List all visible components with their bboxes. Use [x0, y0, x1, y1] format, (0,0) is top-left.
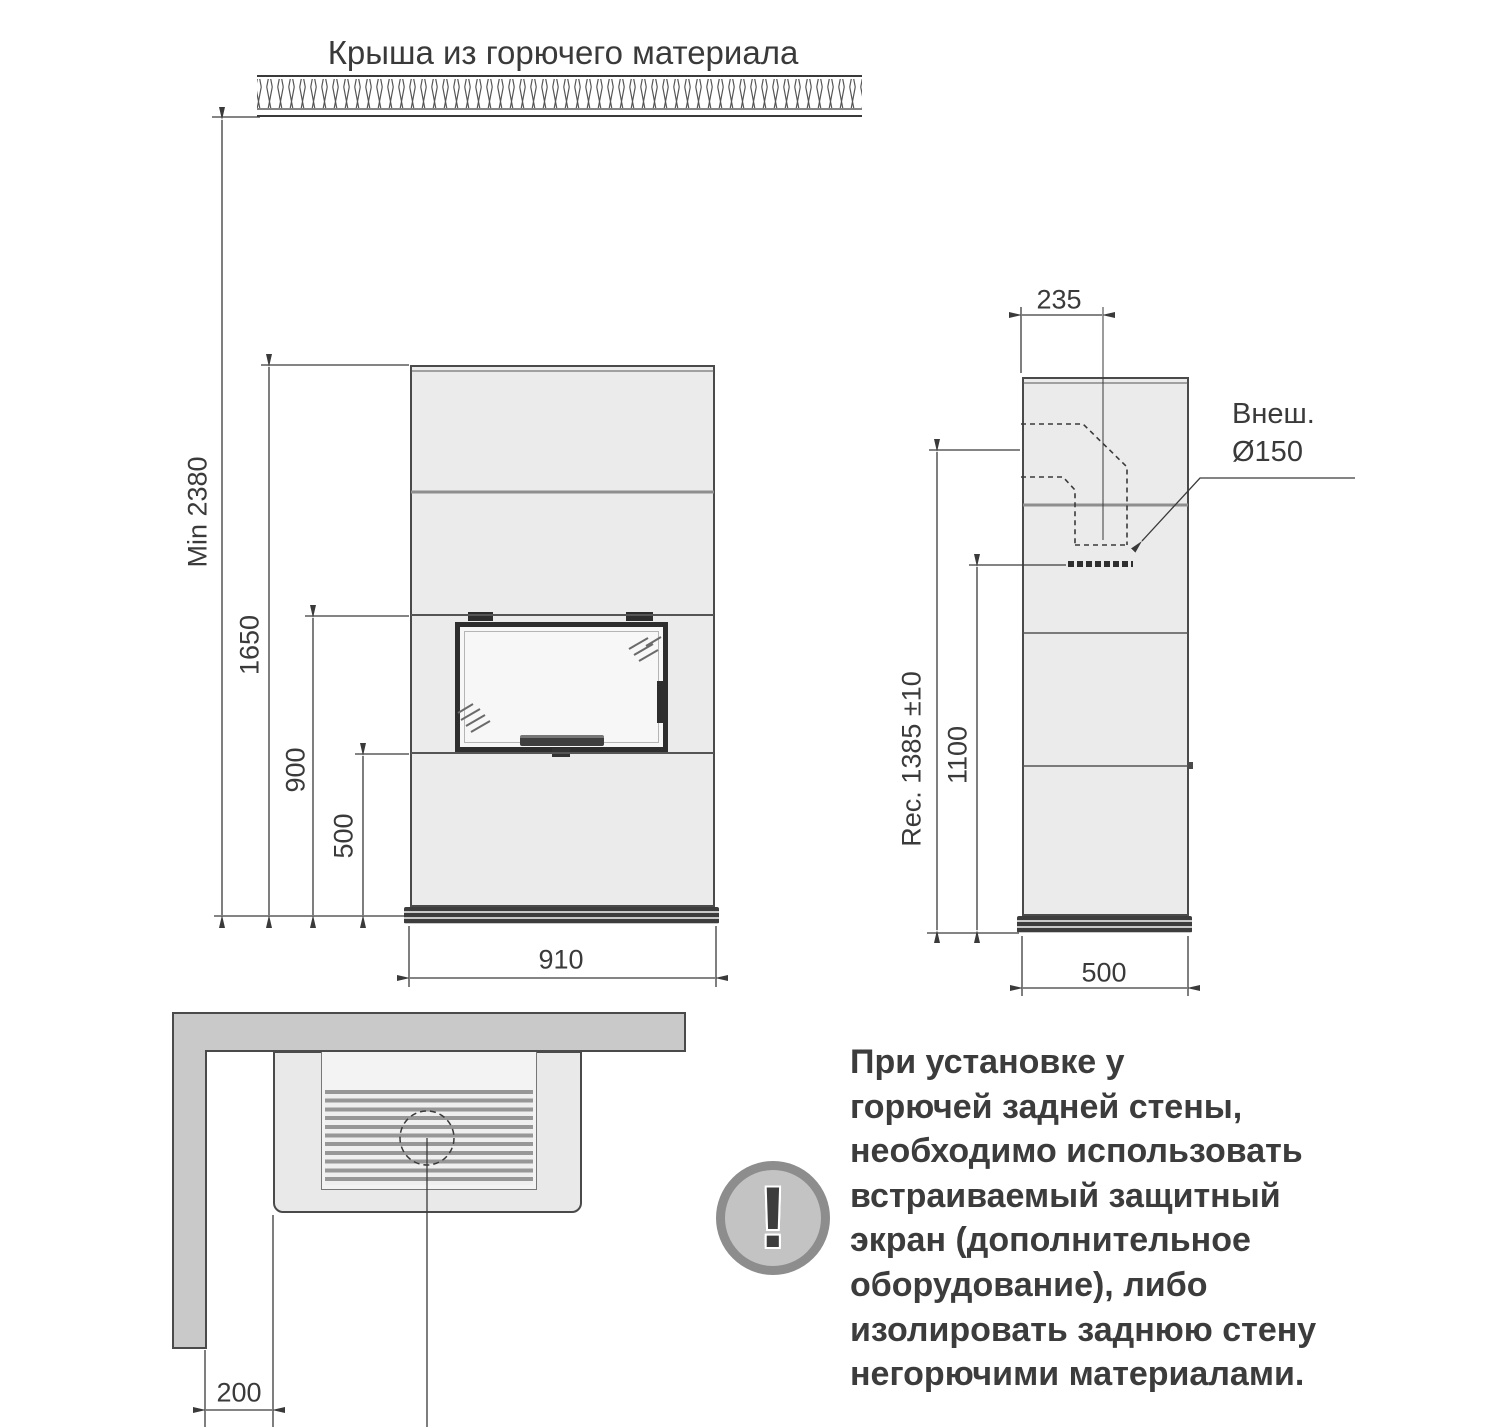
warning-line: негорючими материалами. — [850, 1355, 1305, 1394]
dim-width-label: 910 — [538, 944, 584, 975]
warning-line: экран (дополнительное — [850, 1221, 1251, 1260]
flue-ext-label-line2: Ø150 — [1232, 436, 1303, 468]
warning-line: изолировать заднюю стену — [850, 1310, 1317, 1349]
dim-min-total-label: Min 2380 — [182, 456, 213, 568]
exclamation-icon: ! — [758, 1170, 788, 1266]
dim-flue-offset-label: 235 — [1036, 284, 1082, 315]
flue-ext-label-line1: Внеш. — [1232, 398, 1315, 430]
warning-icon — [716, 1161, 830, 1275]
glass-reflection-strokes — [458, 637, 661, 732]
side-view-dimensions — [927, 307, 1188, 996]
flue-pipe-dashed — [1021, 424, 1127, 545]
dim-flue-height-label: 1100 — [942, 725, 973, 785]
top-view-walls — [173, 1013, 685, 1348]
flue-label-leader — [1142, 478, 1355, 541]
front-view-panel-lines — [411, 371, 714, 753]
front-view-dimensions — [212, 117, 716, 987]
dim-firebox-top-label: 900 — [280, 747, 311, 793]
dim-rec-height-label: Rec. 1385 ±10 — [896, 671, 927, 847]
warning-line: необходимо использовать — [850, 1132, 1303, 1171]
dim-firebox-bottom-label: 500 — [328, 813, 359, 859]
warning-text-block — [850, 1040, 1430, 1397]
dim-stove-height-label: 1650 — [234, 614, 265, 676]
dim-depth-label: 500 — [1081, 957, 1127, 988]
side-view-panel-lines — [1023, 383, 1193, 769]
roof-title: Крыша из горючего материала — [327, 34, 799, 71]
warning-line: При установке у — [850, 1043, 1125, 1081]
dim-wall-clearance-label: 200 — [216, 1377, 262, 1408]
warning-line: оборудование), либо — [850, 1265, 1208, 1304]
roof-strip — [257, 76, 862, 116]
warning-line: встраиваемый защитный — [850, 1176, 1281, 1215]
warning-line: горючей задней стены, — [850, 1087, 1243, 1126]
